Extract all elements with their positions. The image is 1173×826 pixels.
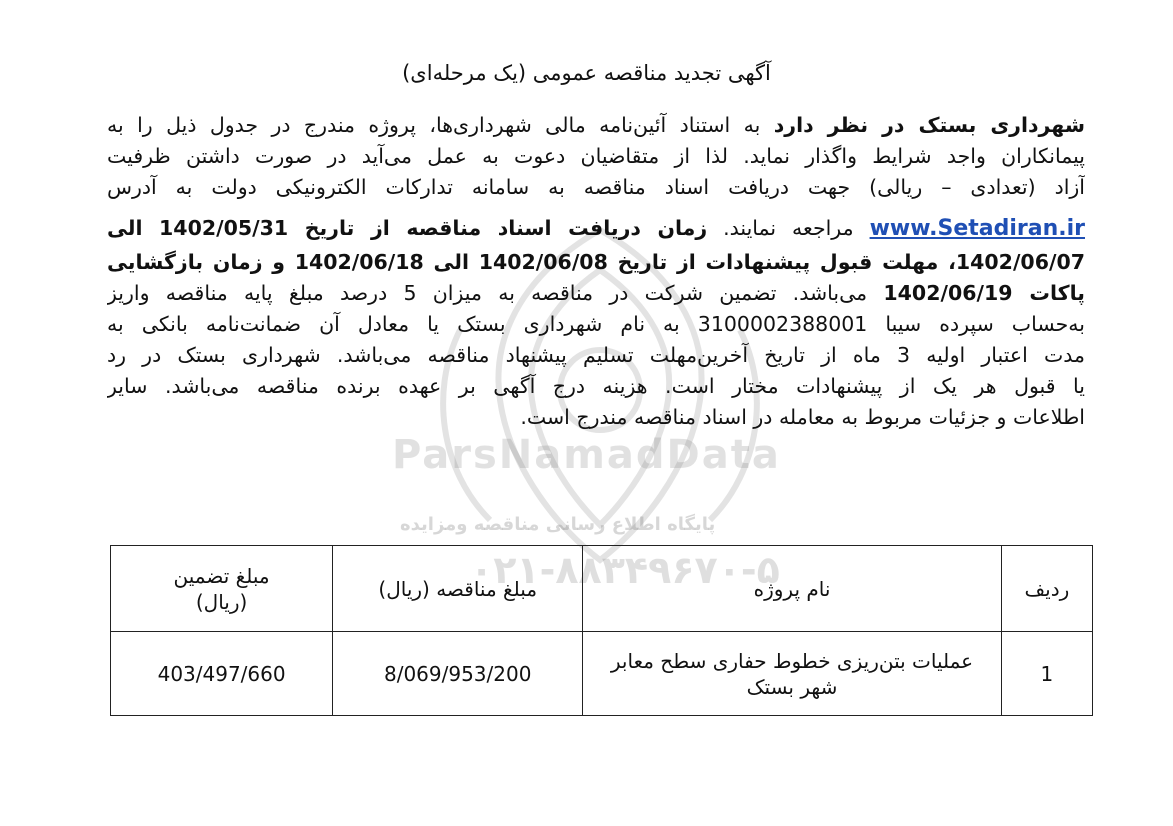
header-row-number: ردیف (1001, 546, 1092, 632)
document-dates: زمان دریافت اسناد مناقصه از تاریخ 1402/05/31 الی (107, 216, 708, 240)
project-table (110, 545, 1093, 716)
municipality-intro: شهرداری بستک در نظر دارد (773, 113, 1085, 137)
header-tender-amount: مبلغ مناقصه (ریال) (333, 546, 583, 632)
paragraph-line-1 (107, 110, 1085, 141)
paragraph-line-3: آزاد (تعدادی – ریالی) جهت دریافت اسناد مناقصه به سامانه تدارکات الکترونیکی دولت به آدرس (107, 175, 1085, 199)
table-header-row (111, 546, 1093, 632)
paragraph-line-5 (107, 247, 1085, 278)
paragraph-line-1-rest: به استناد آئین‌نامه مالی شهرداری‌ها، پروژه مندرج در جدول ذیل را به (107, 113, 774, 137)
watermark-phone: ۰۲۱-۸۸۳۴۹۶۷۰-۵ (470, 548, 780, 592)
paragraph-line-9: یا قبول هر یک از پیشنهادات مختار است. هزینه درج آگهی بر عهده برنده مناقصه می‌باشد. سایر (107, 374, 1085, 398)
cell-tender-amount: 8/069/953/200 (333, 632, 583, 716)
paragraph-line-4 (107, 209, 1085, 247)
paragraph-line-6 (107, 278, 1085, 309)
paragraph-line-8: مدت اعتبار اولیه 3 ماه از تاریخ آخرین‌مهلت تسلیم پیشنهاد مناقصه می‌باشد. شهرداری بستک در رد (107, 343, 1085, 367)
paragraph-line-6-rest: می‌باشد. تضمین شرکت در مناقصه به میزان 5 درصد مبلغ پایه مناقصه واریز (107, 281, 884, 305)
cell-project-name: عملیات بتن‌ریزی خطوط حفاری سطح معابر شهر بستک (583, 632, 1002, 716)
page-title: آگهی تجدید مناقصه عمومی (یک مرحله‌ای) (402, 61, 771, 85)
header-guarantee-line2: (ریال) (195, 589, 248, 614)
table-row (111, 632, 1093, 716)
paragraph-line-4-rest: مراجعه نمایند. (707, 216, 870, 240)
opening-date: پاکات 1402/06/19 (883, 281, 1085, 305)
paragraph-line-10: اطلاعات و جزئیات مربوط به معامله در اسناد مناقصه مندرج است. (520, 405, 1085, 429)
paragraph-line-2: پیمانکاران واجد شرایط واگذار نماید. لذا از متقاضیان دعوت به عمل می‌آید در صورت داشتن ظرفیت (107, 144, 1085, 168)
header-guarantee-amount (111, 546, 333, 632)
watermark-brand: ParsNamadData (392, 432, 781, 478)
paragraph-line-7: به‌حساب سپرده سیبا 3100002388001 به نام شهرداری بستک یا معادل آن ضمانت‌نامه بانکی به (107, 312, 1085, 336)
proposal-dates: 1402/06/07، مهلت قبول پیشنهادات از تاریخ 1402/06/08 الی 1402/06/18 و زمان بازگشایی (107, 250, 1085, 274)
header-project-name: نام پروژه (583, 546, 1002, 632)
cell-row-number: 1 (1001, 632, 1092, 716)
setadiran-link[interactable]: www.Setadiran.ir (869, 216, 1085, 241)
cell-guarantee-amount: 403/497/660 (111, 632, 333, 716)
header-guarantee-line1: مبلغ تضمین (173, 563, 270, 588)
notice-paragraph (107, 110, 1085, 433)
watermark-tagline: پایگاه اطلاع رسانی مناقصه ومزایده (400, 514, 716, 535)
